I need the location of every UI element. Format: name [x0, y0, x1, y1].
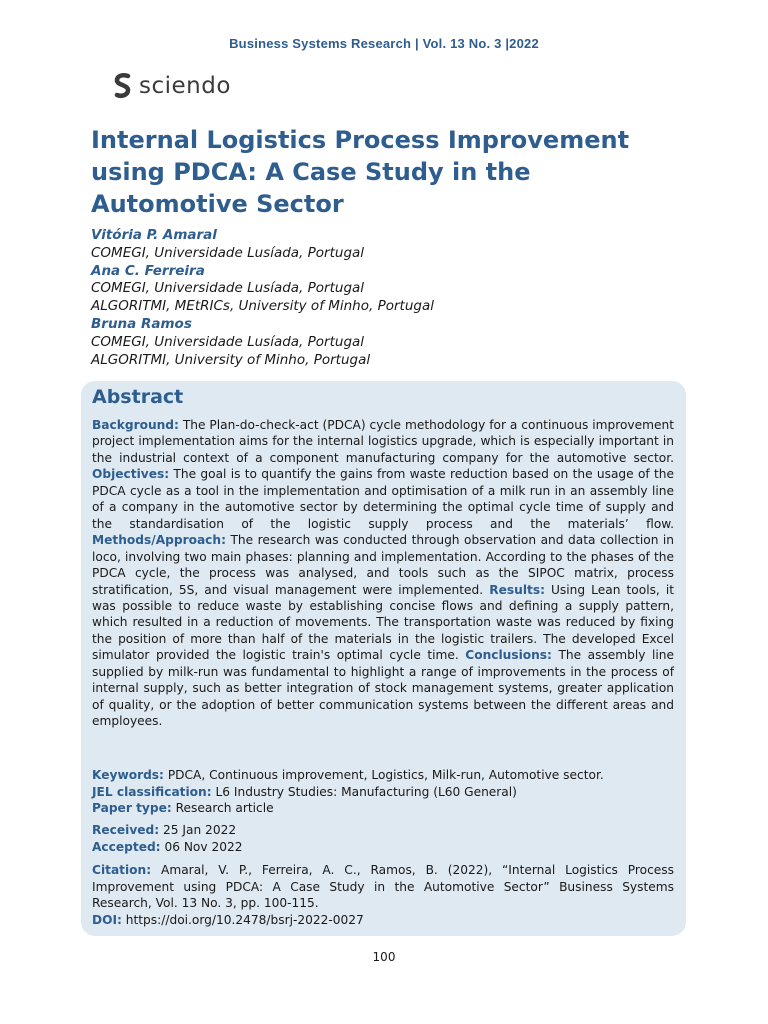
jel-value: L6 Industry Studies: Manufacturing (L60 General) — [215, 784, 517, 799]
objectives-text: The goal is to quantify the gains from waste reduction based on the usage of the PDCA cycle as a tool in the implementation and optimisation of a milk run in an assembly line of a company in the automotive sector by determining the optimal cycle time of supply and the standardisation of the logistic supply process and the materials’ flow. — [92, 467, 675, 531]
citation-value: Amaral, V. P., Ferreira, A. C., Ramos, B. (2022), “Internal Logistics Process Improvement using PDCA: A Case Study in the Automotive Sector” Business Systems Research, Vol. 13 No. 3, pp. 100-115. — [92, 863, 674, 910]
received-value: 25 Jan 2022 — [163, 823, 237, 837]
paper-type-label: Paper type: — [92, 801, 172, 815]
doi-link[interactable]: https://doi.org/10.2478/bsrj-2022-0027 — [125, 912, 364, 927]
logo-wordmark: sciendo — [139, 73, 231, 99]
received-line — [92, 822, 674, 839]
methods-label: Methods/Approach: — [92, 533, 226, 548]
keywords-block — [92, 767, 674, 817]
citation-label: Citation: — [92, 863, 152, 877]
author-affiliation: COMEGI, Universidade Lusíada, Portugal — [91, 244, 365, 261]
background-label: Background: — [92, 418, 179, 432]
sciendo-logo-icon — [113, 72, 133, 100]
publisher-logo — [113, 72, 231, 100]
paper-type-line — [92, 800, 674, 817]
author-list — [91, 227, 691, 369]
journal-header: Business Systems Research | Vol. 13 No. 3 |2022 — [229, 36, 539, 51]
conclusions-label: Conclusions: — [465, 648, 552, 663]
keywords-value: PDCA, Continuous improvement, Logistics, Milk-run, Automotive sector. — [167, 768, 604, 782]
doi-line — [92, 912, 674, 929]
dates-block — [92, 822, 674, 855]
author-affiliation: ALGORITMI, University of Minho, Portugal — [91, 351, 371, 368]
results-label: Results: — [489, 582, 545, 597]
conclusions-text: The assembly line supplied by milk-run was fundamental to highlight a range of improvements in the process of internal supply, such as better integration of stock management systems, greater application of quality, or the adoption of better communication systems between the different areas and employees. — [92, 648, 675, 729]
jel-line — [92, 784, 674, 801]
doi-label: DOI: — [92, 912, 122, 927]
results-text: Using Lean tools, it was possible to reduce waste by establishing concise flows and defining a supply pattern, which resulted in a reduction of movements. The transportation waste was reduced by fixing the position of more than half of the materials in the logistic trailers. The developed Excel simulator provided the logistic train's optimal cycle time. — [92, 582, 675, 663]
author-affiliation: COMEGI, Universidade Lusíada, Portugal — [91, 333, 365, 350]
paper-type-value: Research article — [175, 801, 274, 815]
paper-title: Internal Logistics Process Improvement using PDCA: A Case Study in the Automotive Sector — [91, 126, 630, 218]
page-number: 100 — [372, 950, 396, 964]
accepted-line — [92, 839, 674, 856]
citation-line — [92, 862, 674, 912]
author-name: Ana C. Ferreira — [91, 262, 205, 279]
keywords-line — [92, 767, 674, 784]
author-affiliation: ALGORITMI, MEtRICs, University of Minho, Portugal — [91, 298, 434, 315]
received-label: Received: — [92, 823, 160, 837]
accepted-value: 06 Nov 2022 — [164, 839, 243, 854]
keywords-label: Keywords: — [92, 768, 164, 782]
author-affiliation: COMEGI, Universidade Lusíada, Portugal — [91, 280, 365, 297]
author-name: Vitória P. Amaral — [91, 227, 217, 243]
background-text: The Plan-do-check-act (PDCA) cycle methodology for a continuous improvement project implementation aims for the internal logistics upgrade, which is especially important in the industrial context of a component manufacturing company for the automotive sector. — [92, 418, 675, 465]
jel-label: JEL classification: — [92, 784, 212, 799]
abstract-heading: Abstract — [92, 386, 184, 408]
methods-text: The research was conducted through observation and data collection in loco, involving two main phases: planning and implementation. According to the phases of the PDCA cycle, the process was analysed, and tools such as the SIPOC matrix, process stratification, 5S, and visual management were implemented. — [92, 533, 675, 597]
citation-block — [92, 862, 674, 928]
accepted-label: Accepted: — [92, 839, 161, 854]
author-name: Bruna Ramos — [91, 315, 192, 332]
abstract-body — [92, 417, 674, 730]
objectives-label: Objectives: — [92, 467, 170, 482]
